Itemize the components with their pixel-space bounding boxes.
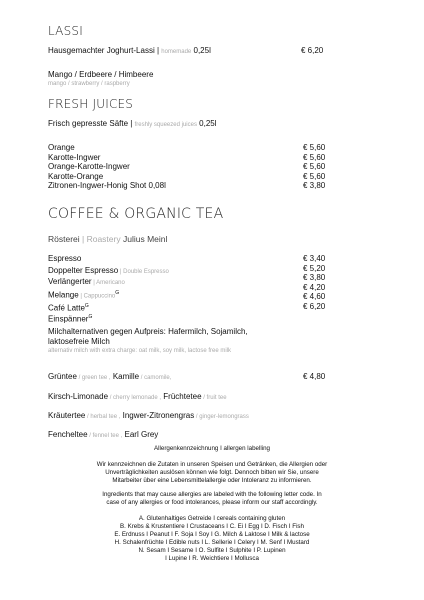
tea-price: € 4,80 — [303, 372, 326, 381]
allergen-en-2: case of any allergies or food intolerances, please inform our staff accordingly. — [106, 499, 318, 506]
allergen-code: N. Sesam I Sesame I O. Sulfite I Sulphite I P. Lupinen — [138, 547, 286, 554]
coffee-price: € 4,20 — [303, 282, 326, 292]
allergen-en-1: Ingredients that may cause allergies are labeled with the following letter code. In — [102, 491, 322, 498]
juice-name: Zitronen-Ingwer-Honig Shot 0,08l — [48, 181, 166, 190]
juice-name: Karotte-Orange — [48, 171, 104, 181]
coffee-price: € 5,20 — [303, 263, 326, 273]
coffee-item: Melange | Cappuccino$^G$ — [48, 289, 120, 300]
allergen-code: A. Glutenhaltiges Getreide I cereals containing gluten — [138, 515, 286, 522]
coffee-price: € 3,40 — [303, 254, 326, 263]
juice-name: Orange — [48, 143, 75, 152]
allergen-de-1: Wir kennzeichnen die Zutaten in unseren Speisen und Getränken, die Allergien oder — [96, 461, 328, 468]
coffee-item: Espresso — [48, 254, 82, 263]
juice-price: € 5,60 — [303, 152, 326, 162]
coffee-price: € 6,20 — [303, 301, 326, 311]
juice-price: € 5,60 — [303, 171, 326, 181]
coffee-item: Einspänner$^G$ — [48, 313, 93, 324]
lassi-price: € 6,20 — [301, 46, 324, 55]
juice-name: Orange-Karotte-Ingwer — [48, 162, 130, 171]
coffee-roastery: Rösterei | Roastery Julius Meinl — [48, 234, 168, 244]
allergen-de-3: Mitarbeiter über eine Lebensmittelallergie oder Intoleranz zu informieren. — [112, 477, 312, 484]
lassi-item: Hausgemachter Joghurt-Lassi | homemade 0,25l — [48, 46, 211, 55]
lassi-title: LASSI — [48, 24, 83, 38]
allergen-heading: Allergenkennzeichnung I allergen labelling — [154, 445, 270, 452]
juices-intro: Frisch gepresste Säfte | freshly squeezed juices 0,25l — [48, 119, 217, 128]
lassi-item-name: Hausgemachter Joghurt-Lassi — [48, 46, 155, 55]
tea-row-4: Fencheltee / fennel tee , Earl Grey — [48, 430, 159, 439]
allergen-code: E. Erdnuss I Peanut I F. Soja I Soy I G. Milch & Laktose I Milk & lactose — [114, 531, 310, 538]
allergen-code: H. Schalenfrüchte I Edible nuts I L. Sellerie I Celery I M. Senf I Mustard — [114, 539, 310, 546]
allergen-code: B. Krebs & Krustentiere I Crustaceans I C. Ei I Egg I D. Fisch I Fish — [120, 523, 304, 530]
milk-alternatives-line2: laktosefreie Milch — [48, 337, 110, 346]
allergen-code: I Lupine I R. Weichtiere I Mollusca — [165, 555, 259, 562]
coffee-price: € 4,60 — [303, 292, 326, 301]
coffee-prices — [303, 254, 325, 311]
juices-list — [48, 143, 166, 191]
tea-row-1: Grüntee / green tee , Kamille / camomile, — [48, 372, 172, 381]
coffee-list — [48, 254, 169, 324]
lassi-flavors-sub: mango / strawberry / raspberry — [48, 81, 130, 87]
lassi-item-sub: homemade — [161, 49, 192, 55]
coffee-item: Verlängerter | Americano — [48, 277, 125, 286]
milk-alternatives-line1: Milchalternativen gegen Aufpreis: Hafermilch, Sojamilch, — [48, 327, 248, 336]
juice-price: € 5,60 — [303, 143, 326, 152]
juices-prices — [303, 143, 325, 191]
juices-title: FRESH JUICES — [48, 97, 134, 111]
coffee-title: COFFEE & ORGANIC TEA — [48, 206, 224, 222]
coffee-price: € 3,80 — [303, 273, 326, 282]
tea-row-3: Kräutertee / herbal tee , Ingwer-Zitronengras / ginger-lemongrass — [48, 411, 249, 420]
lassi-flavors: Mango / Erdbeere / Himbeere — [48, 70, 154, 79]
juice-price: € 5,60 — [303, 162, 326, 171]
tea-row-2: Kirsch-Limonade / cherry lemonade , Früchtetee / fruit tee — [48, 392, 227, 401]
juice-price: € 3,80 — [303, 181, 326, 190]
coffee-item: Doppelter Espresso | Double Espresso — [48, 265, 169, 275]
coffee-item: Café Latte$^G$ — [48, 302, 89, 313]
allergen-de-2: Unverträglichkeiten auslösen können wie folgt. Dennoch bitten wir Sie, unsere — [105, 469, 319, 476]
milk-alternatives-sub: alternativ milch with extra charge: oat milk, soy milk, lactose free milk — [48, 348, 232, 354]
juice-name: Karotte-Ingwer — [48, 152, 101, 162]
